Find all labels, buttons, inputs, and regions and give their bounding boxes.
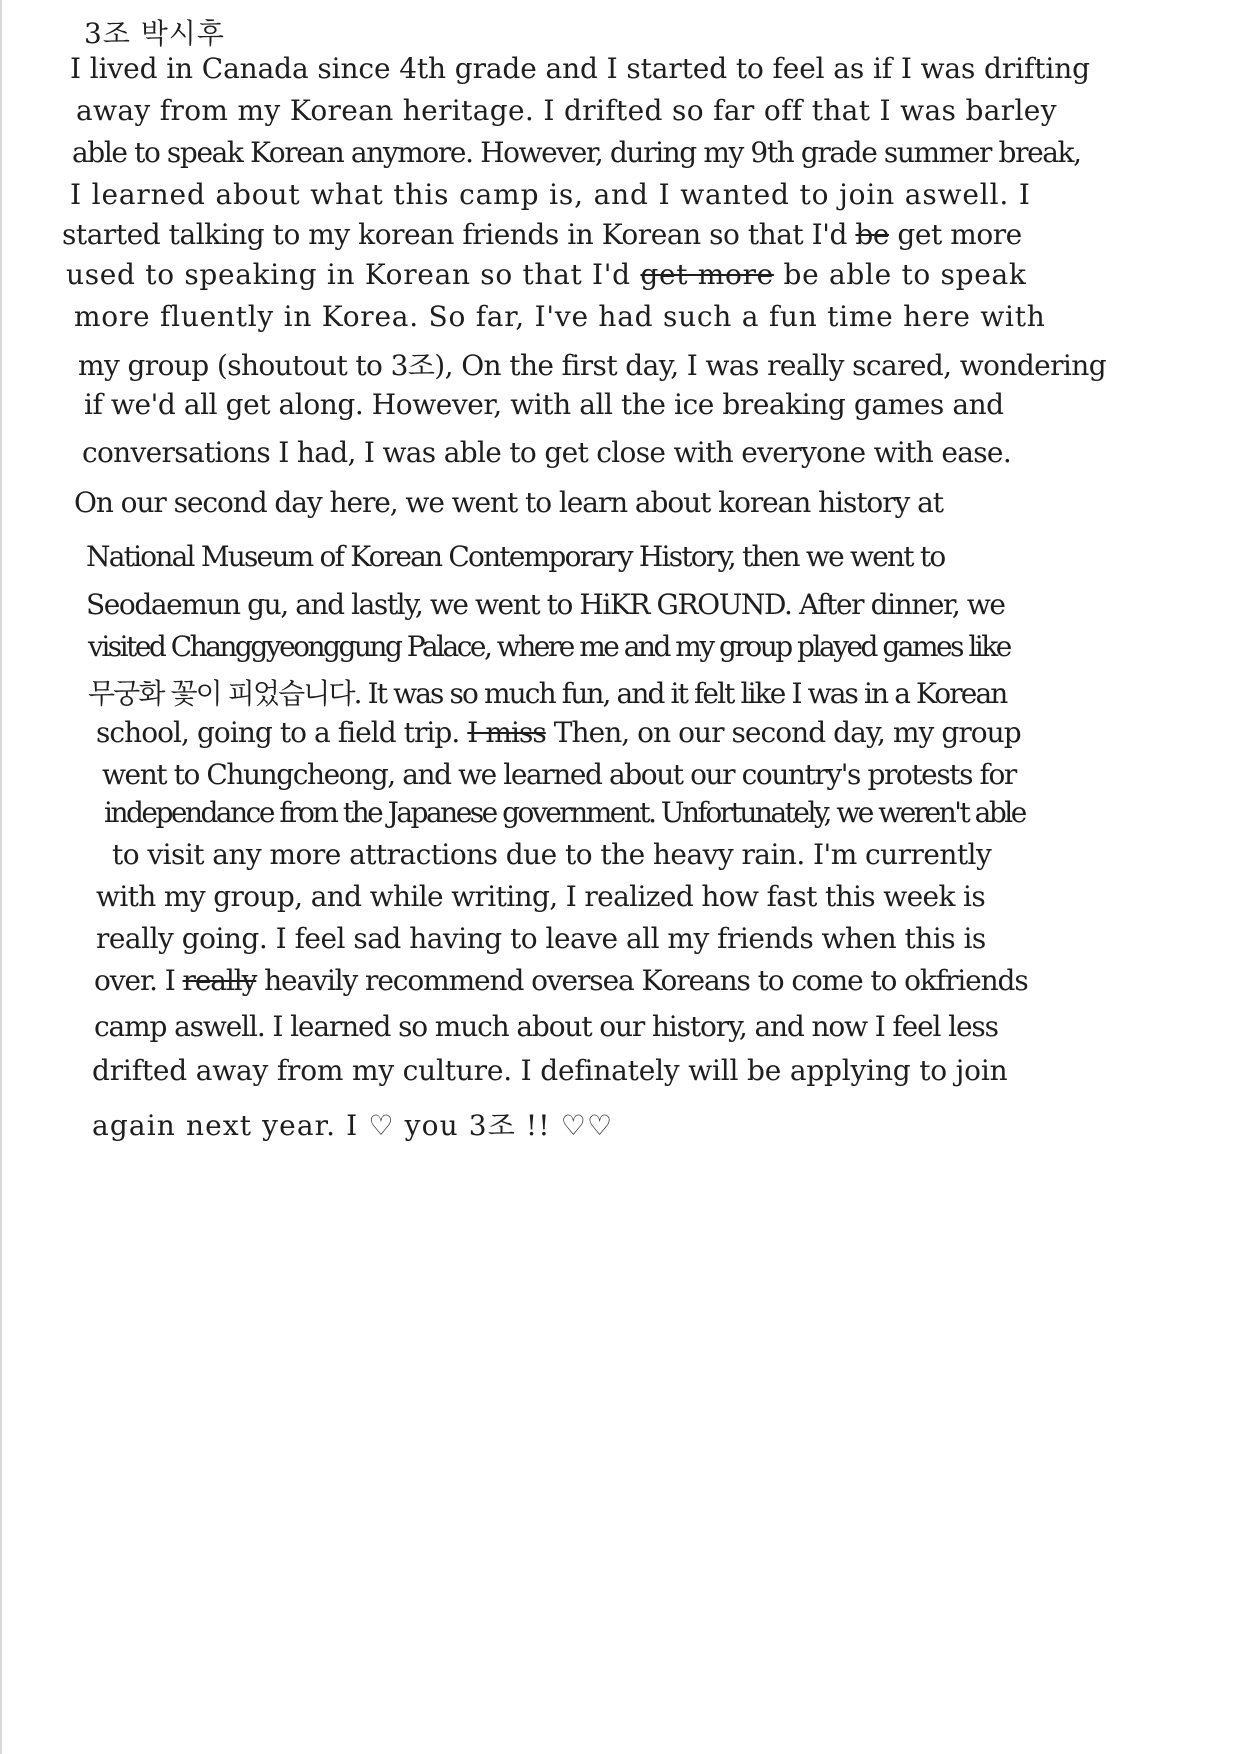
letter-text: over. I — [94, 964, 183, 997]
letter-line — [74, 486, 943, 519]
letter-text: away from my Korean heritage. I drifted so far off that I was barley — [76, 94, 1057, 127]
letter-line — [76, 94, 1057, 127]
letter-line — [74, 300, 1046, 333]
letter-text: heavily recommend oversea Koreans to come to okfriends — [256, 964, 1028, 997]
letter-line — [92, 1054, 1007, 1087]
letter-line — [92, 1104, 613, 1144]
struck-text: I miss — [467, 716, 546, 749]
letter-text: Seodaemun gu, and lastly, we went to HiKR GROUND. After dinner, we — [86, 588, 1005, 621]
letter-text: 무궁화 꽃이 피었습니다. It was so much fun, and it felt like I was in a Korean — [88, 677, 1007, 710]
letter-line — [62, 218, 1022, 251]
letter-line — [88, 630, 1010, 663]
letter-line — [66, 258, 1027, 291]
letter-line — [96, 716, 1021, 749]
letter-text: I learned about what this camp is, and I wanted to join aswell. I — [70, 178, 1031, 211]
letter-text: On our second day here, we went to learn about korean history at — [74, 486, 943, 519]
letter-line — [94, 1010, 998, 1043]
letter-text: really going. I feel sad having to leave all my friends when this is — [96, 922, 986, 955]
author-header: 3조 박시후 — [84, 17, 225, 50]
letter-text: able to speak Korean anymore. However, during my 9th grade summer break, — [72, 136, 1081, 169]
struck-text: really — [182, 964, 257, 997]
letter-text: more fluently in Korea. So far, I've had such a fun time here with — [74, 300, 1046, 333]
letter-line — [88, 672, 1006, 712]
letter-line — [102, 758, 1016, 791]
letter-text: drifted away from my culture. I definately will be applying to join — [92, 1054, 1008, 1087]
letter-line — [72, 136, 1081, 169]
letter-text: my group (shoutout to 3조), On the first day, I was really scared, wondering — [78, 349, 1107, 382]
letter-line — [112, 838, 991, 871]
letter-line — [96, 880, 985, 913]
letter-text: to visit any more attractions due to the heavy rain. I'm currently — [112, 838, 992, 871]
letter-line — [70, 178, 1031, 211]
letter-text: be able to speak — [773, 258, 1027, 291]
letter-text: school, going to a field trip. — [96, 716, 468, 749]
letter-line — [86, 588, 1005, 621]
letter-line — [86, 540, 944, 573]
letter-line — [104, 796, 1025, 829]
letter-line — [70, 52, 1090, 85]
letter-line — [78, 344, 1106, 384]
scan-edge — [0, 0, 2, 1754]
letter-text: went to Chungcheong, and we learned about our country's protests for — [102, 758, 1016, 791]
letter-text: National Museum of Korean Contemporary History, then we went to — [86, 540, 945, 573]
struck-text: get more — [640, 258, 774, 291]
letter-text: get more — [888, 218, 1022, 251]
struck-text: be — [855, 218, 889, 251]
letter-text: started talking to my korean friends in Korean so that I'd — [62, 218, 856, 251]
letter-text: Then, on our second day, my group — [545, 716, 1021, 749]
letter-text: again next year. I ♡ you 3조 !! ♡♡ — [92, 1109, 614, 1142]
letter-text: conversations I had, I was able to get close with everyone with ease. — [82, 436, 1012, 469]
letter-text: independance from the Japanese government. Unfortunately, we weren't able — [104, 796, 1025, 829]
letter-text: camp aswell. I learned so much about our history, and now I feel less — [94, 1010, 998, 1043]
letter-text: I lived in Canada since 4th grade and I started to feel as if I was drifting — [70, 52, 1090, 85]
letter-text: if we'd all get along. However, with all the ice breaking games and — [84, 388, 1004, 421]
letter-line — [84, 388, 1004, 421]
letter-text: used to speaking in Korean so that I'd — [66, 258, 641, 291]
letter-line — [82, 436, 1011, 469]
letter-text: with my group, and while writing, I realized how fast this week is — [96, 880, 986, 913]
letter-line — [94, 964, 1028, 997]
letter-text: visited Changgyeonggung Palace, where me and my group played games like — [88, 630, 1010, 663]
letter-line — [96, 922, 986, 955]
